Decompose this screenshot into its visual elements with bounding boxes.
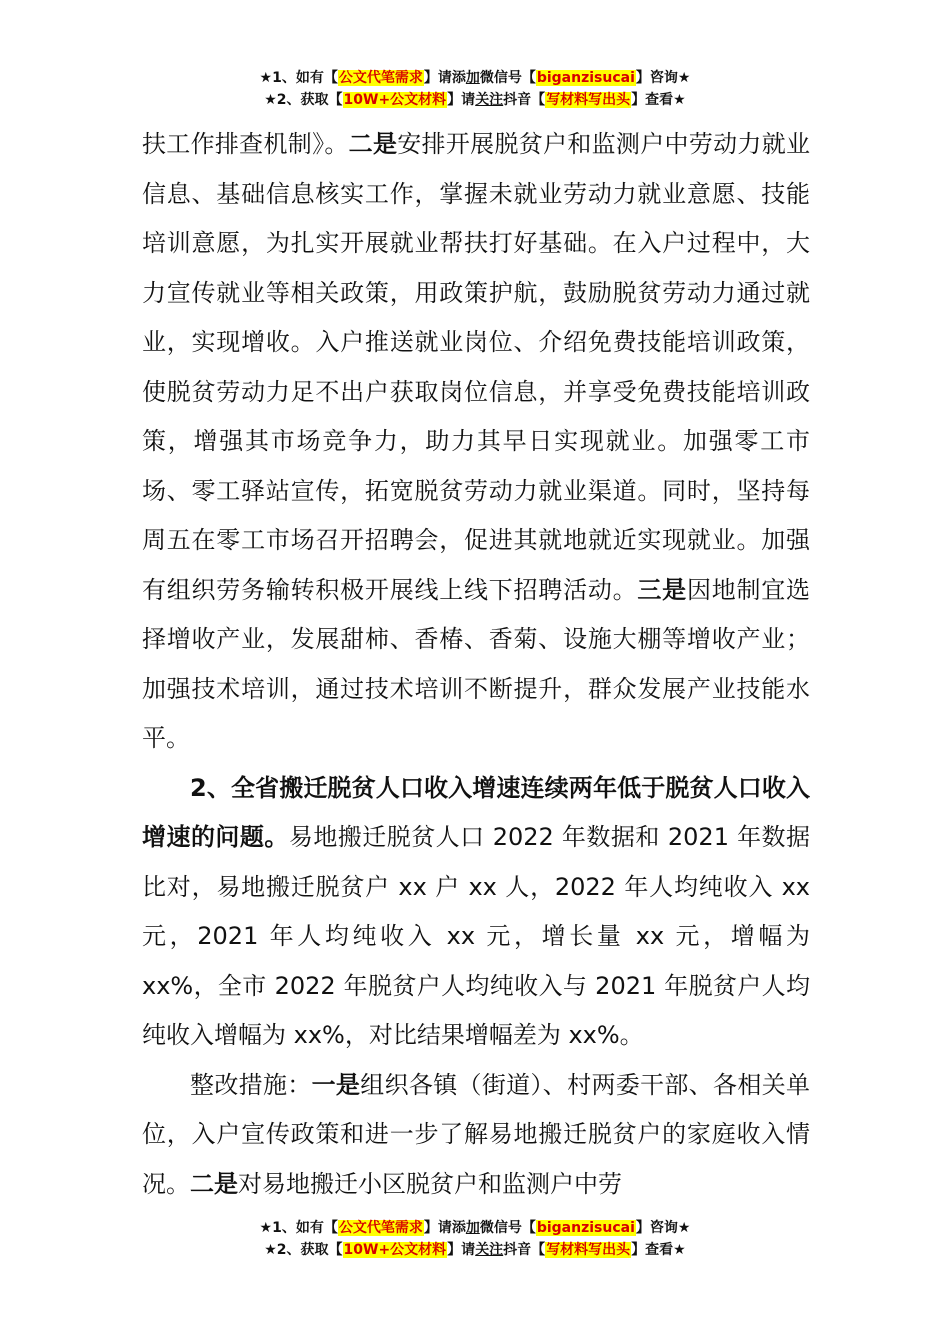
banner-text: 】请 (447, 1242, 476, 1258)
banner-text: ★2、获取【 (264, 1242, 343, 1258)
banner-text: 】请 (447, 92, 476, 108)
banner-text: ★1、如有【 (259, 70, 338, 86)
banner-text: 】请添 (423, 1220, 466, 1236)
banner-text: 】请添 (423, 70, 466, 86)
banner-highlight: 公文代笔需求 (338, 70, 423, 86)
banner-text: 】咨询★ (635, 1220, 691, 1236)
banner-line-1 (0, 1217, 950, 1239)
banner-highlight: biganzisucai (536, 70, 635, 86)
banner-highlight: biganzisucai (536, 1220, 635, 1236)
banner-text: 微信号【 (479, 70, 536, 86)
banner-text: 】查看★ (631, 92, 686, 108)
banner-line-2 (0, 1239, 950, 1261)
document-body (142, 120, 810, 1209)
banner-highlight: 写材料写出头 (546, 92, 631, 108)
banner-text: ★1、如有【 (259, 1220, 338, 1236)
banner-text: ★2、获取【 (264, 92, 343, 108)
banner-emphasis: 加 (465, 1220, 480, 1236)
paragraph-1: 扶工作排查机制》。二是安排开展脱贫户和监测户中劳动力就业信息、基础信息核实工作，掌握未就业劳动力就业意愿、技能培训意愿，为扎实开展就业帮扶打好基础。在入户过程中，大力宣传就业等相关政策，用政策护航，鼓励脱贫劳动力通过就业，实现增收。入户推送就业岗位、介绍免费技能培训政策，使脱贫劳动力足不出户获取岗位信息，并享受免费技能培训政策，增强其市场竞争力，助力其早日实现就业。加强零工市场、零工驿站宣传，拓宽脱贫劳动力就业渠道。同时，坚持每周五在零工市场召开招聘会，促进其就地就近实现就业。加强有组织劳务输转积极开展线上线下招聘活动。三是因地制宜选择增收产业，发展甜柿、香椿、香菊、设施大棚等增收产业；加强技术培训，通过技术培训不断提升，群众发展产业技能水平。 (142, 130, 811, 752)
banner-highlight: 10W+公文材料 (343, 1242, 447, 1258)
banner-line-1 (0, 67, 950, 89)
paragraph-3: 整改措施：一是组织各镇（街道）、村两委干部、各相关单位，入户宣传政策和进一步了解易地搬迁脱贫户的家庭收入情况。二是对易地搬迁小区脱贫户和监测户中劳 (142, 1070, 811, 1198)
banner-highlight: 10W+公文材料 (343, 92, 447, 108)
banner-emphasis: 关注 (475, 92, 504, 108)
banner-text: 】咨询★ (635, 70, 691, 86)
banner-text: 抖音【 (503, 1242, 546, 1258)
footer-banner (0, 1217, 950, 1261)
section-heading: 2、全省搬迁脱贫人口收入增速连续两年低于脱贫人口收入增速的问题。 (142, 773, 810, 851)
paragraph-2: 2、全省搬迁脱贫人口收入增速连续两年低于脱贫人口收入增速的问题。易地搬迁脱贫人口 2022 年数据和 2021 年数据比对，易地搬迁脱贫户 xx 户 xx 人，2022 年人均纯收入 xx 元，2021 年人均纯收入 xx 元，增长量 xx 元，增幅为 xx%，全市 2022 年脱贫户人均纯收入与 2021 年脱贫户人均纯收入增幅为 xx%，对比结果增幅差为 xx%。 (142, 773, 811, 1049)
header-banner (0, 67, 950, 111)
banner-highlight: 写材料写出头 (546, 1242, 631, 1258)
banner-line-2 (0, 89, 950, 111)
banner-text: 抖音【 (503, 92, 546, 108)
banner-highlight: 公文代笔需求 (338, 1220, 423, 1236)
banner-emphasis: 关注 (475, 1242, 504, 1258)
banner-text: 微信号【 (479, 1220, 536, 1236)
banner-text: 】查看★ (631, 1242, 686, 1258)
banner-emphasis: 加 (465, 70, 480, 86)
